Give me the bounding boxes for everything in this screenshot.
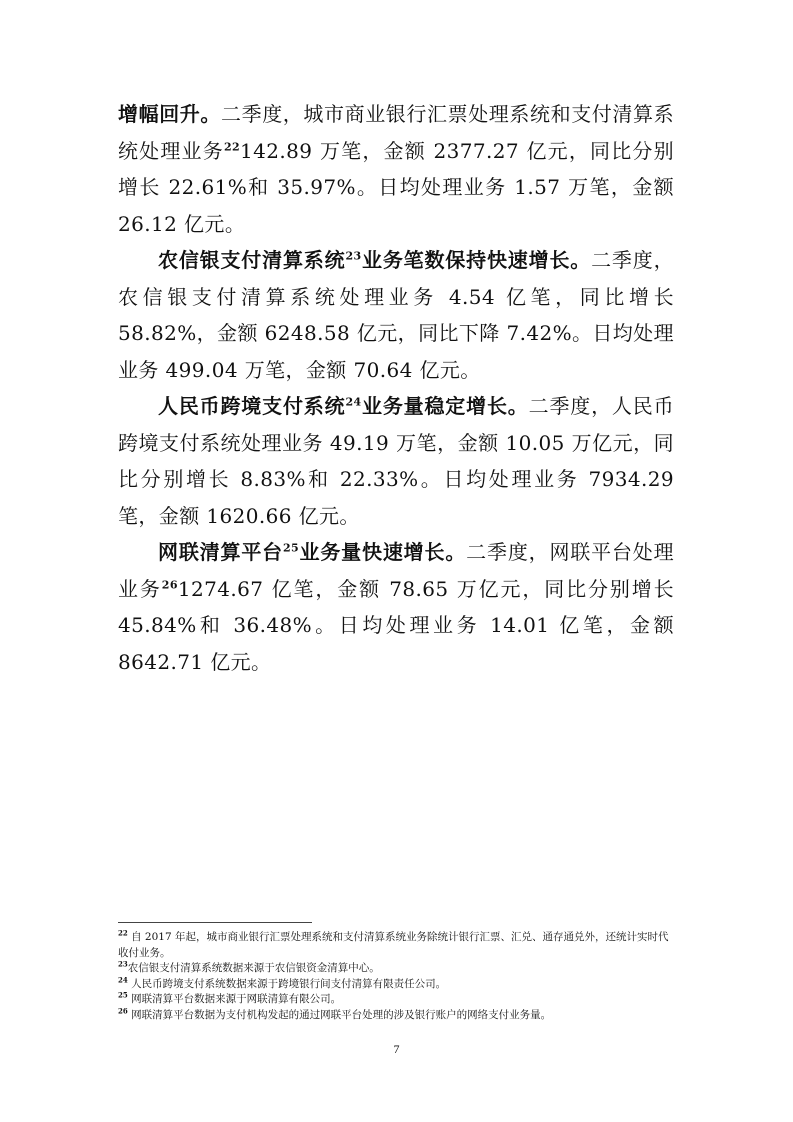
page-number: 7 — [393, 1042, 400, 1056]
paragraph-cips — [118, 388, 674, 534]
paragraph-rural-credit-bank — [118, 242, 674, 388]
paragraph-lead: 增幅回升。 — [118, 102, 221, 126]
footnote-25 — [118, 992, 678, 1008]
footnote-number: 24 — [118, 975, 128, 984]
paragraph-lead: 农信银支付清算系统 — [158, 248, 346, 272]
footnotes — [118, 930, 678, 1023]
footnote-24 — [118, 977, 678, 993]
footnote-number: 25 — [118, 990, 128, 1000]
footnote-text: 自 2017 年起，城市商业银行汇票处理系统和支付清算系统业务除统计银行汇票、汇兑、通存通兑外，还统计实时代收付业务。 — [118, 931, 669, 959]
paragraph-text: 二季度，城市商业银行汇票处理系统和支付清算系统处理业务 — [118, 102, 674, 163]
paragraph-lead-tail: 业务量稳定增长。 — [361, 394, 529, 418]
paragraph-text: 二季度，网联平台处理业务 — [118, 540, 675, 601]
footnote-23 — [118, 961, 678, 977]
footnote-divider — [118, 922, 312, 923]
footnote-ref-23: 23 — [345, 249, 362, 263]
footnote-text: 网联清算平台数据为支付机构发起的通过网联平台处理的涉及银行账户的网络支付业务量。 — [131, 1008, 552, 1021]
paragraph-text: 二季度，农信银支付清算系统处理业务 4.54 亿笔，同比增长 58.82%，金额 6248.58 亿元，同比下降 7.42%。日均处理业务 499.04 万笔，金额 70.64 亿元。 — [118, 248, 674, 382]
paragraph-text: 二季度，人民币跨境支付系统处理业务 49.19 万笔，金额 10.05 万亿元，同比分别增长 8.83%和 22.33%。日均处理业务 7934.29 笔，金额 1620.66 亿元。 — [118, 394, 674, 528]
footnote-26 — [118, 1008, 678, 1024]
paragraph-city-commercial-bank — [118, 96, 674, 242]
paragraph-text: 142.89 万笔，金额 2377.27 亿元，同比分别增长 22.61%和 35.97%。日均处理业务 1.57 万笔，金额 26.12 亿元。 — [118, 138, 674, 236]
footnote-ref-26: 26 — [161, 577, 178, 591]
paragraph-text: 1274.67 亿笔，金额 78.65 万亿元，同比分别增长 45.84%和 36.48%。日均处理业务 14.01 亿笔，金额 8642.71 亿元。 — [118, 576, 674, 674]
footnote-ref-25: 25 — [282, 541, 300, 555]
footnote-text: 人民币跨境支付系统数据来源于跨境银行间支付清算有限责任公司。 — [131, 977, 447, 990]
paragraph-lead-tail: 业务量快速增长。 — [299, 540, 467, 564]
footnote-text: 网联清算平台数据来源于网联清算有限公司。 — [131, 993, 342, 1005]
footnote-number: 23 — [118, 959, 128, 969]
footnote-22 — [118, 930, 678, 961]
footnote-number: 22 — [118, 928, 128, 938]
footnote-ref-22: 22 — [223, 139, 241, 153]
paragraph-lead: 网联清算平台 — [158, 540, 283, 564]
paragraph-lead: 人民币跨境支付系统 — [158, 394, 346, 418]
paragraph-lead-tail: 业务笔数保持快速增长。 — [361, 248, 592, 272]
paragraph-nucc — [118, 534, 674, 680]
body-text — [118, 96, 674, 680]
footnote-number: 26 — [118, 1006, 128, 1015]
footnote-text: 农信银支付清算系统数据来源于农信银资金清算中心。 — [127, 962, 380, 974]
footnote-ref-24: 24 — [345, 395, 362, 409]
